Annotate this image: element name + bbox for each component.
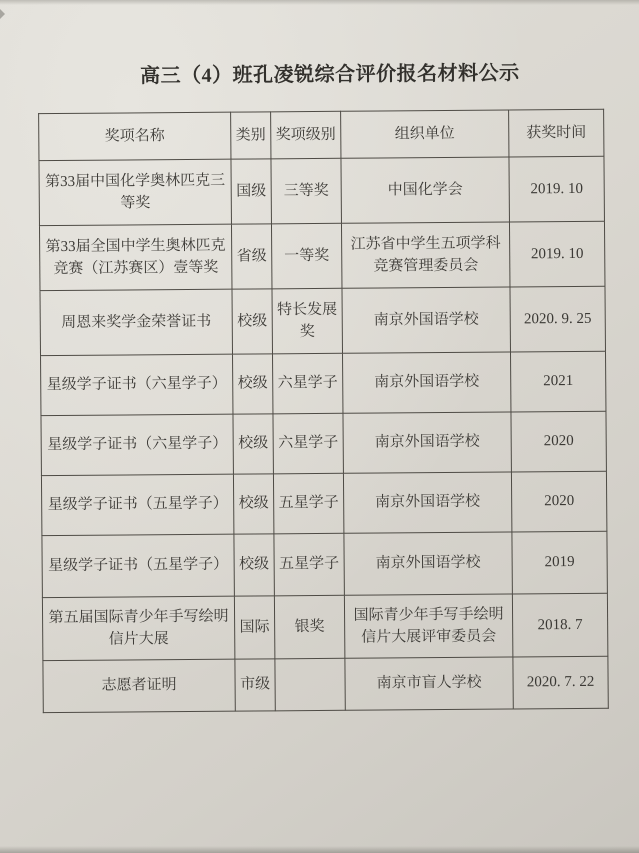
table-cell: 南京外国语学校 — [343, 412, 511, 473]
table-row — [39, 221, 604, 290]
header-row — [39, 109, 604, 160]
table-row — [41, 411, 606, 475]
table-cell: 国际 — [234, 596, 274, 659]
table-cell: 市级 — [235, 659, 275, 711]
table-cell: 星级学子证书（六星学子） — [41, 354, 233, 416]
table-cell: 一等奖 — [271, 223, 342, 289]
table-cell: 星级学子证书（五星学子） — [42, 534, 234, 598]
table-cell: 南京外国语学校 — [342, 352, 510, 413]
table-cell: 第33届中国化学奥林匹克三等奖 — [39, 159, 232, 226]
table-cell: 江苏省中学生五项学科竞赛管理委员会 — [341, 222, 510, 288]
table-row — [42, 531, 607, 597]
table-cell: 国级 — [231, 159, 272, 224]
column-header-organizer: 组织单位 — [341, 110, 509, 158]
table-cell: 第33届全国中学生奥林匹克竞赛（江苏赛区）壹等奖 — [39, 224, 232, 291]
table-cell: 六星学子 — [273, 353, 343, 414]
table-cell: 省级 — [231, 224, 272, 289]
table-row — [43, 656, 608, 712]
table-cell: 2018. 7 — [512, 593, 607, 657]
table-cell — [275, 658, 345, 711]
table-cell: 三等奖 — [271, 158, 342, 224]
table-cell: 中国化学会 — [341, 157, 510, 223]
table-cell: 志愿者证明 — [43, 659, 235, 713]
table-cell: 星级学子证书（六星学子） — [41, 414, 233, 476]
table-cell: 2020 — [511, 471, 606, 532]
table-cell: 2020 — [511, 411, 606, 472]
table-cell: 第五届国际青少年手写绘明信片大展 — [42, 596, 234, 661]
column-header-award-level: 奖项级别 — [271, 111, 341, 159]
page-title: 高三（4）班孔凌锐综合评价报名材料公示 — [139, 62, 520, 88]
table-cell: 2019 — [512, 531, 607, 594]
table-row — [41, 351, 606, 415]
table-cell: 国际青少年手写手绘明信片大展评审委员会 — [344, 594, 512, 658]
table-cell: 南京外国语学校 — [342, 287, 511, 353]
table-row — [42, 593, 607, 660]
table-row — [39, 156, 604, 225]
table-cell: 特长发展奖 — [272, 288, 343, 354]
table-cell: 校级 — [232, 289, 273, 354]
table-cell: 星级学子证书（五星学子） — [41, 474, 233, 536]
table-row — [41, 471, 606, 535]
table-cell: 校级 — [233, 354, 273, 414]
table-cell: 校级 — [233, 414, 273, 474]
table-cell: 校级 — [233, 474, 273, 534]
awards-table — [38, 109, 609, 713]
table-cell: 银奖 — [274, 595, 344, 659]
table-cell: 2019. 10 — [509, 156, 605, 222]
table-row — [40, 286, 605, 355]
table-cell: 南京外国语学校 — [343, 472, 511, 533]
table-cell: 六星学子 — [273, 413, 343, 474]
table-cell: 南京外国语学校 — [344, 532, 512, 595]
table-cell: 五星学子 — [273, 473, 343, 534]
table-cell: 2020. 7. 22 — [513, 656, 608, 709]
column-header-category: 类别 — [231, 112, 271, 159]
column-header-award-name: 奖项名称 — [39, 112, 231, 161]
table-cell: 2021 — [510, 351, 605, 412]
table-cell: 五星学子 — [274, 533, 344, 596]
table-cell: 南京市盲人学校 — [345, 657, 513, 710]
table-cell: 校级 — [234, 534, 274, 596]
table-cell: 周恩来奖学金荣誉证书 — [40, 289, 233, 356]
column-header-award-date: 获奖时间 — [509, 109, 604, 157]
table-cell: 2020. 9. 25 — [510, 286, 606, 352]
table-body — [39, 156, 608, 712]
table-cell: 2019. 10 — [509, 221, 605, 287]
